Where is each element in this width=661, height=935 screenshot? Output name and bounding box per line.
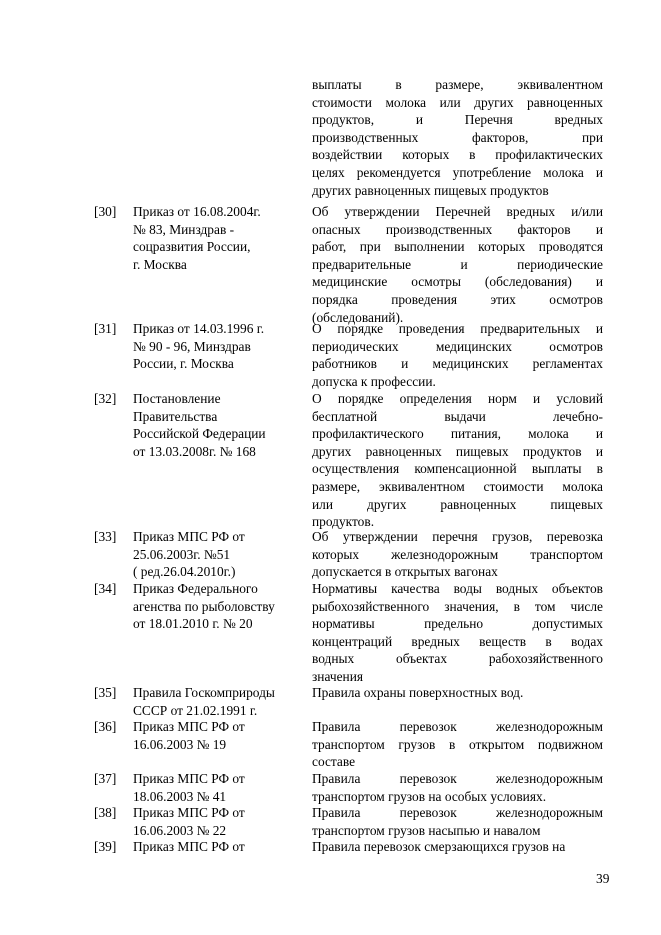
text-line: продуктов, и Перечня вредных: [312, 112, 603, 128]
text-line: работников и медицинских регламентах: [312, 356, 603, 372]
text-line: других равноценных пищевых продуктов и: [312, 443, 603, 459]
text-line: водных объектах рабохозяйственного: [312, 651, 603, 667]
text-line: России, г. Москва: [133, 356, 234, 372]
text-line: нормативы предельно допустимых: [312, 616, 603, 632]
text-line: Приказ Федерального: [133, 581, 258, 596]
entry-description: [312, 684, 603, 702]
entry-number: [37]: [94, 771, 117, 786]
text-line: бесплатной выдачи лечебно-: [312, 408, 603, 424]
text-line: осуществления компенсационной выплаты в: [312, 461, 603, 477]
entry-description: [312, 203, 603, 326]
text-line: опасных производственных факторов и: [312, 221, 603, 237]
text-line: от 18.01.2010 г. № 20: [133, 616, 253, 632]
text-line: СССР от 21.02.1991 г.: [133, 702, 258, 718]
entry-description: [312, 804, 603, 839]
entry-description: [312, 580, 603, 686]
text-line: (обследований).: [312, 309, 404, 325]
text-line: предварительные и периодические: [312, 256, 603, 272]
entry-number: [35]: [94, 685, 117, 700]
text-line: Постановление: [133, 391, 221, 406]
text-line: производственных факторов, при: [312, 129, 603, 145]
text-line: 18.06.2003 № 41: [133, 788, 227, 804]
text-line: 25.06.2003г. №51: [133, 546, 231, 562]
entry-number: [31]: [94, 321, 117, 336]
text-line: работ, при выполнении которых проводятся: [312, 239, 603, 255]
text-line: концентраций вредных веществ в водах: [312, 633, 603, 649]
entry-source: [133, 390, 305, 460]
entry-source: [133, 528, 305, 581]
text-line: № 83, Минздрав -: [133, 221, 235, 237]
entry-source: [133, 718, 305, 753]
page-number: 39: [596, 871, 610, 886]
entry-description: [312, 718, 603, 771]
entry-description: [312, 320, 603, 390]
continuation-text: [312, 76, 603, 199]
text-line: Приказ от 16.08.2004г.: [133, 204, 261, 219]
entry-source: [133, 838, 305, 856]
entry-description: [312, 390, 603, 531]
entry-number: [32]: [94, 391, 117, 406]
entry-number: [38]: [94, 805, 117, 820]
text-line: Приказ МПС РФ от: [133, 719, 245, 734]
text-line: периодических медицинских осмотров: [312, 338, 603, 354]
entry-number: [34]: [94, 581, 117, 596]
text-line: агенства по рыболовству: [133, 598, 275, 614]
text-line: Приказ от 14.03.1996 г.: [133, 321, 265, 336]
entry-number: [39]: [94, 839, 117, 854]
text-line: Приказ МПС РФ от: [133, 771, 245, 786]
entry-source: [133, 804, 305, 839]
text-line: допускается в открытых вагонах: [312, 564, 498, 580]
entry-description: [312, 838, 603, 856]
entry-source: [133, 770, 305, 805]
text-line: Правительства: [133, 408, 218, 424]
text-line: значения: [312, 668, 364, 684]
text-line: Правила перевозок железнодорожным: [312, 719, 603, 734]
text-line: профилактического питания, молока и: [312, 426, 603, 442]
text-line: Правила перевозок железнодорожным: [312, 805, 603, 820]
text-line: транспортом грузов насыпью и навалом: [312, 822, 541, 838]
text-line: других равноценных пищевых продуктов: [312, 182, 549, 198]
text-line: Приказ МПС РФ от: [133, 529, 245, 544]
text-line: 16.06.2003 № 19: [133, 736, 227, 752]
text-line: от 13.03.2008г. № 168: [133, 443, 256, 459]
text-line: целях рекомендуется употребление молока и: [312, 164, 603, 180]
text-line: Правила перевозок смерзающихся грузов на: [312, 839, 566, 854]
text-line: транспортом грузов на особых условиях.: [312, 788, 547, 804]
text-line: транспортом грузов в открытом подвижном: [312, 736, 603, 752]
text-line: № 90 - 96, Минздрав: [133, 338, 251, 354]
text-line: г. Москва: [133, 256, 187, 272]
text-line: Правила охраны поверхностных вод.: [312, 685, 524, 700]
text-line: рыбохозяйственного значения, в том числе: [312, 598, 603, 614]
text-line: Приказ МПС РФ от: [133, 805, 245, 820]
text-line: ( ред.26.04.2010г.): [133, 564, 236, 580]
text-line: стоимости молока или других равноценных: [312, 94, 603, 110]
text-line: воздействии которых в профилактических: [312, 147, 603, 163]
text-line: О порядке проведения предварительных и: [312, 321, 603, 336]
text-line: соцразвития России,: [133, 239, 251, 255]
text-line: 16.06.2003 № 22: [133, 822, 227, 838]
entry-number: [33]: [94, 529, 117, 544]
text-line: Об утверждении перечня грузов, перевозка: [312, 529, 603, 544]
entry-source: [133, 684, 305, 719]
text-line: размере, эквивалентном стоимости молока: [312, 478, 603, 494]
text-line: допуска к профессии.: [312, 373, 436, 389]
text-line: Правила перевозок железнодорожным: [312, 771, 603, 786]
text-line: Правила Госкомприроды: [133, 685, 275, 700]
text-line: Нормативы качества воды водных объектов: [312, 581, 603, 596]
text-line: или других равноценных пищевых: [312, 496, 603, 512]
text-line: выплаты в размере, эквивалентном: [312, 77, 603, 92]
text-line: Приказ МПС РФ от: [133, 839, 245, 854]
text-line: О порядке определения норм и условий: [312, 391, 603, 406]
entry-description: [312, 528, 603, 581]
text-line: медицинские осмотры (обследования) и: [312, 274, 603, 290]
text-line: Российской Федерации: [133, 426, 266, 442]
entry-source: [133, 320, 305, 373]
text-line: продуктов.: [312, 514, 375, 530]
entry-source: [133, 203, 305, 273]
entry-number: [36]: [94, 719, 117, 734]
entry-description: [312, 770, 603, 805]
text-line: составе: [312, 754, 356, 770]
text-line: Об утверждении Перечней вредных и/или: [312, 204, 603, 219]
text-line: порядка проведения этих осмотров: [312, 291, 603, 307]
entry-source: [133, 580, 305, 633]
text-line: которых железнодорожным транспортом: [312, 546, 603, 562]
entry-number: [30]: [94, 204, 117, 219]
